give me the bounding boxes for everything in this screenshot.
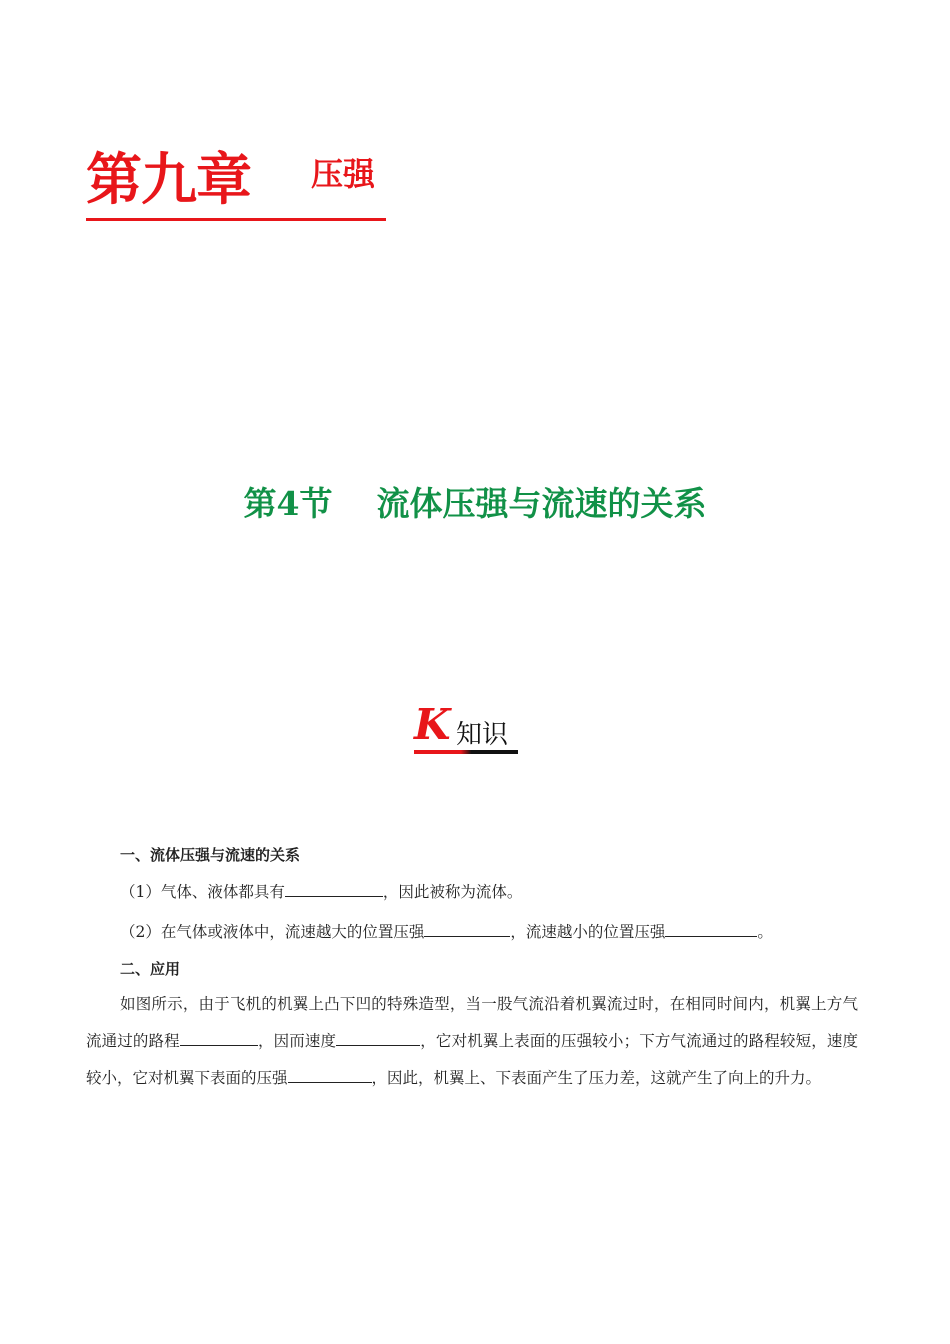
fill-blank-6[interactable] [288, 1066, 372, 1083]
chapter-number: 第九章 [86, 147, 251, 213]
knowledge-badge-text: 知识 [456, 720, 509, 750]
item1-prefix: （1）气体、液体都具有 [120, 883, 285, 901]
knowledge-badge-letter: K [414, 700, 451, 749]
part1-item1 [86, 872, 858, 912]
item2-suffix: 。 [757, 923, 773, 941]
part2-seg2: ，因而速度 [257, 1032, 337, 1050]
section-title [0, 478, 950, 525]
part2-seg1: 如图所示，由于飞机的机翼上凸下凹的特殊造型，当一股气流沿着机翼流过时，在相同时间内，机翼上方气流通过的路程 [86, 995, 858, 1050]
fill-blank-4[interactable] [180, 1029, 258, 1046]
part1-heading: 一、流体压强与流速的关系 [120, 846, 301, 864]
fill-blank-3[interactable] [665, 920, 757, 937]
part2-seg4: ，因此，机翼上、下表面产生了压力差，这就产生了向上的升力。 [371, 1069, 822, 1087]
knowledge-badge [412, 702, 520, 754]
part2-seg3: ，它对机翼上表面的压强较小；下方气流通过的路程较短，速度较小，它对机翼下表面的压强 [86, 1032, 858, 1087]
chapter-name: 压强 [311, 155, 376, 193]
part2-heading: 二、应用 [120, 960, 181, 978]
part2-paragraph [86, 986, 858, 1097]
knowledge-badge-underline [414, 750, 518, 754]
item2-middle: ，流速越小的位置压强 [510, 923, 666, 941]
fill-blank-1[interactable] [285, 880, 383, 897]
part1-item2 [86, 912, 858, 952]
fill-blank-5[interactable] [336, 1029, 420, 1046]
fill-blank-2[interactable] [424, 920, 510, 937]
section-name: 流体压强与流速的关系 [376, 484, 707, 523]
chapter-title [86, 136, 386, 221]
item1-suffix: ，因此被称为流体。 [382, 883, 523, 901]
item2-prefix: （2）在气体或液体中，流速越大的位置压强 [120, 923, 425, 941]
knowledge-content [86, 838, 858, 1097]
section-number: 第4节 [243, 484, 333, 523]
